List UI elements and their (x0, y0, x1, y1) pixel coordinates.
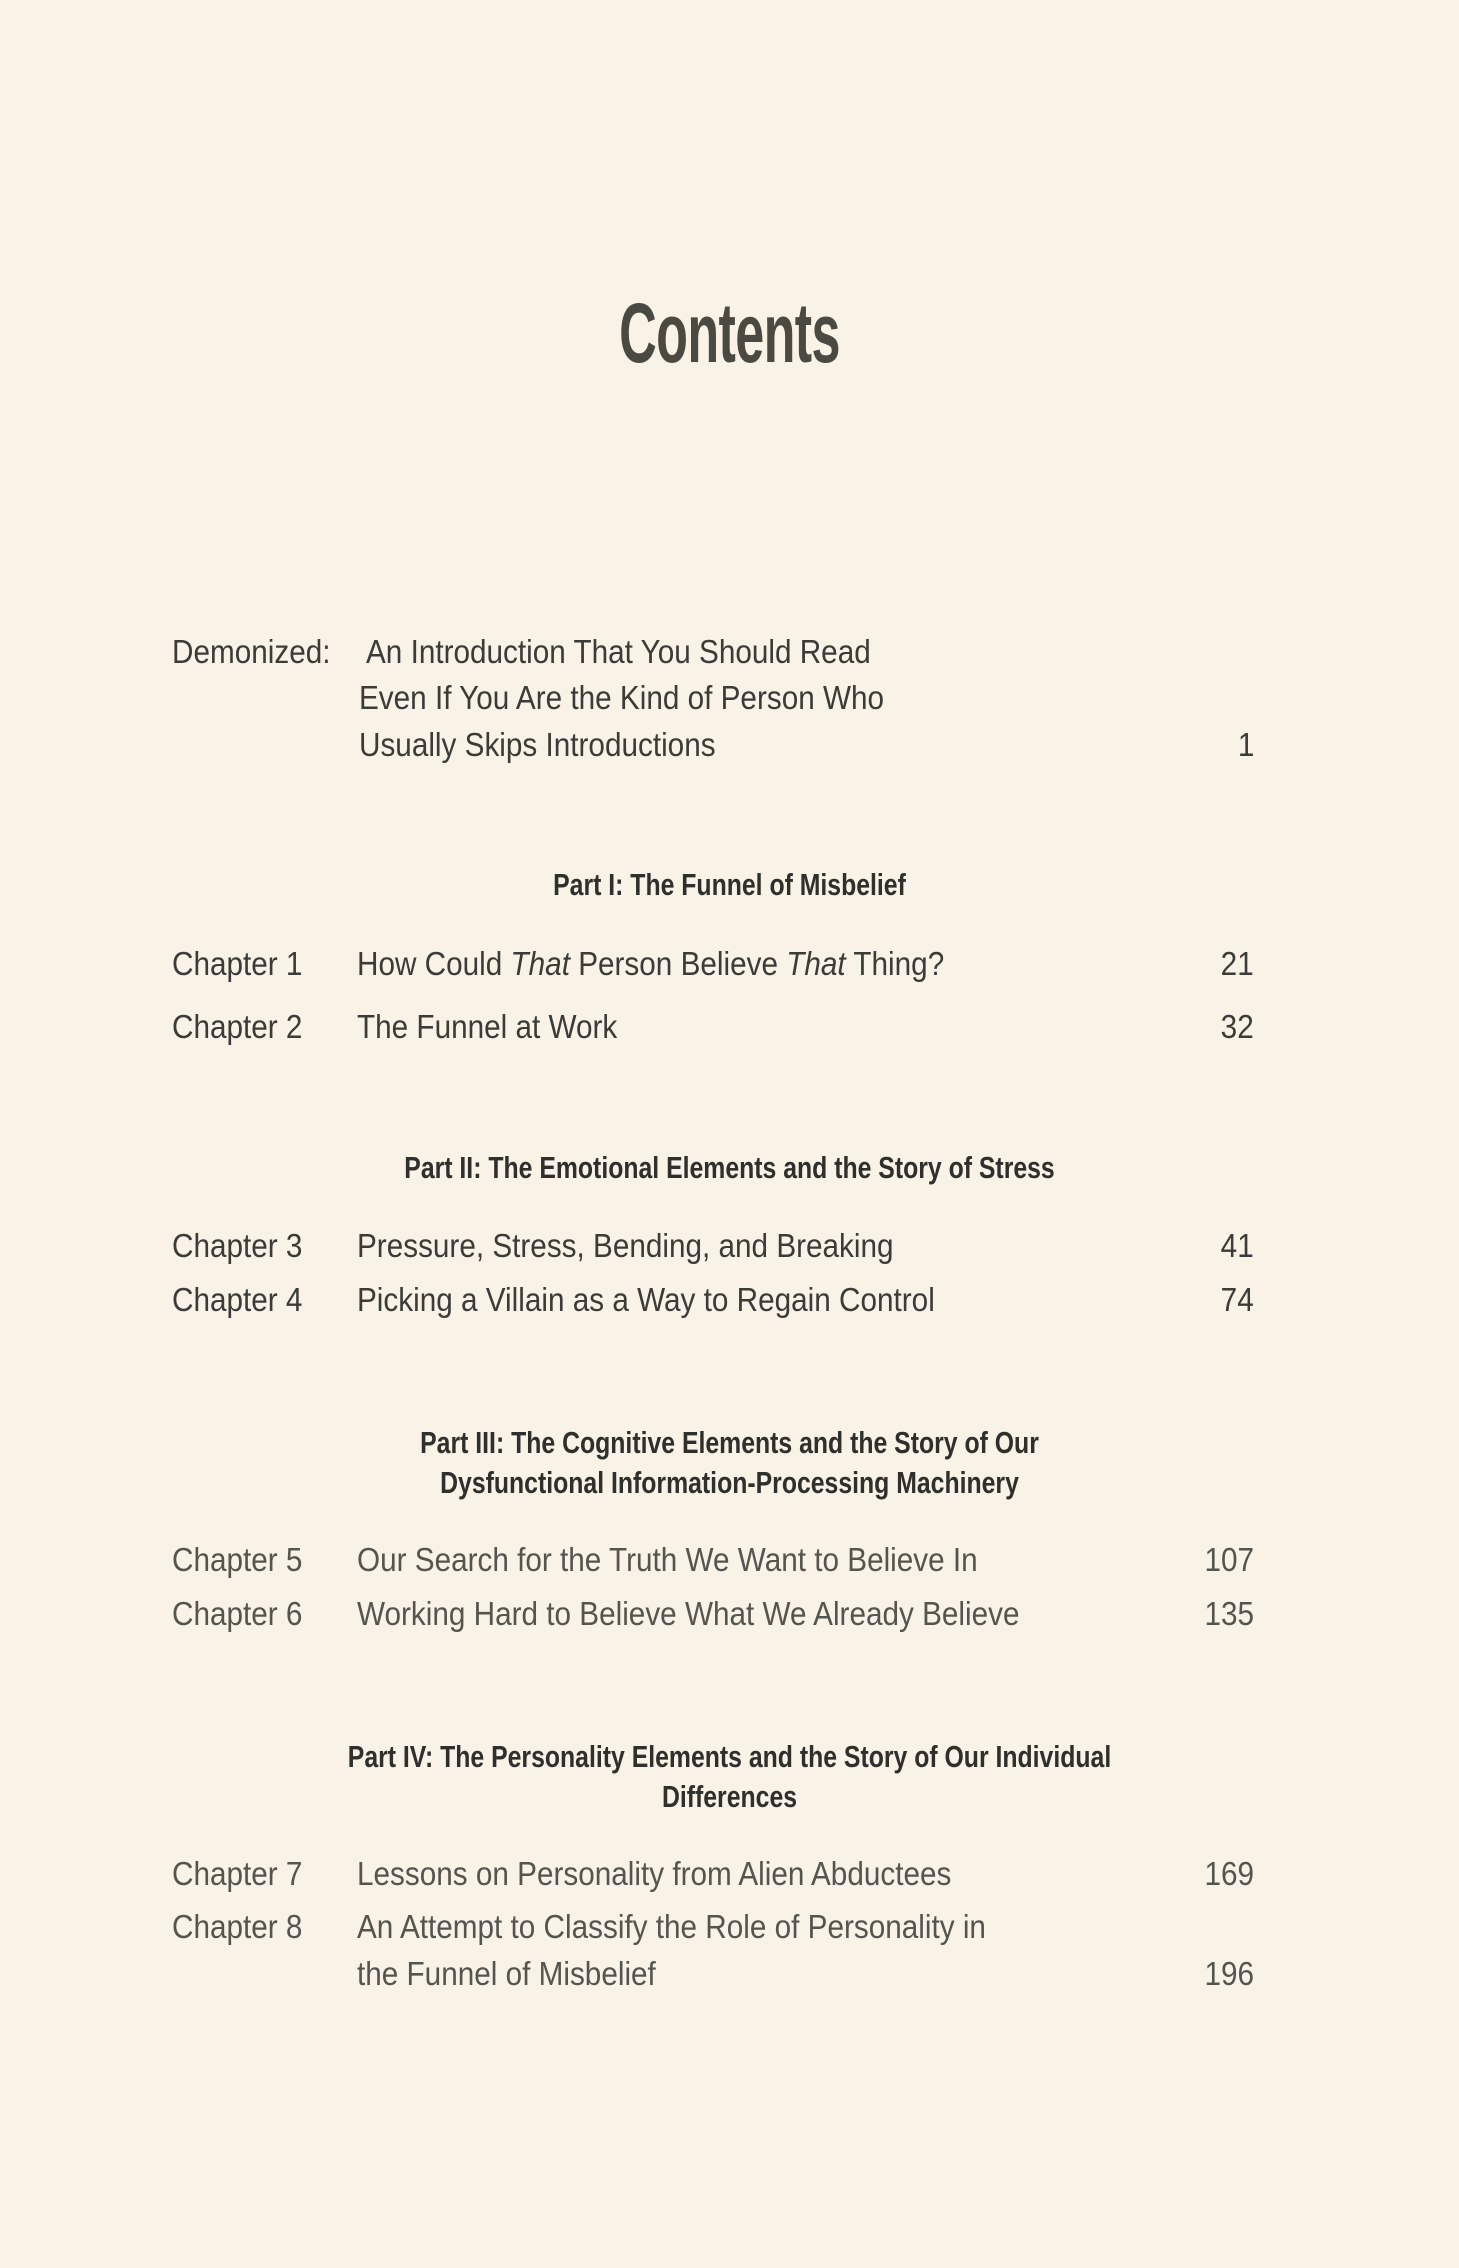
entry-title-line: Even If You Are the Kind of Person Who (359, 679, 885, 716)
toc-entry-chapter-5[interactable] (0, 1538, 1459, 1582)
page-number: 135 (1204, 1595, 1254, 1632)
chapter-label: Chapter 7 (172, 1855, 303, 1892)
toc-entry-intro-line-3 (0, 723, 1459, 767)
toc-entry-chapter-6[interactable] (0, 1592, 1459, 1636)
part-title-line: Differences (661, 1779, 798, 1814)
chapter-title: Lessons on Personality from Alien Abductees (357, 1855, 952, 1892)
chapter-label: Chapter 4 (172, 1281, 303, 1318)
toc-entry-chapter-2[interactable] (0, 1005, 1459, 1049)
toc-entry-chapter-1[interactable] (0, 942, 1459, 986)
toc-entry-chapter-4[interactable] (0, 1278, 1459, 1322)
page-number: 41 (1220, 1227, 1254, 1264)
toc-entry-chapter-7[interactable] (0, 1852, 1459, 1896)
page-number: 169 (1204, 1855, 1254, 1892)
entry-label: Demonized: (172, 633, 331, 670)
chapter-title: Picking a Villain as a Way to Regain Control (357, 1281, 935, 1318)
chapter-title: Our Search for the Truth We Want to Believe In (357, 1541, 978, 1578)
toc-entry-intro-line-2 (0, 676, 1459, 720)
title-part: Person Believe (569, 945, 787, 982)
part-title-line: Dysfunctional Information-Processing Machinery (440, 1465, 1019, 1500)
page-number: 21 (1220, 945, 1254, 982)
part-heading (0, 865, 1459, 905)
chapter-title: Working Hard to Believe What We Already Believe (357, 1595, 1020, 1632)
title-part: How Could (357, 945, 511, 982)
entry-title-line: An Introduction That You Should Read (366, 633, 871, 670)
part-heading (0, 1148, 1459, 1188)
part-title-line: Part IV: The Personality Elements and the Story of Our Individual (347, 1739, 1112, 1774)
toc-entry-chapter-8[interactable] (0, 1905, 1459, 1949)
chapter-title-line: the Funnel of Misbelief (357, 1955, 656, 1992)
page-number: 1 (1237, 726, 1254, 763)
part-title-line: Part II: The Emotional Elements and the Story of Stress (404, 1150, 1055, 1185)
chapter-label: Chapter 1 (172, 945, 303, 982)
toc-entry-chapter-8-line-2 (0, 1952, 1459, 1996)
part-heading (0, 1423, 1459, 1503)
part-title-line: Part I: The Funnel of Misbelief (553, 867, 906, 902)
title-part: Thing? (845, 945, 945, 982)
chapter-label: Chapter 3 (172, 1227, 303, 1264)
entry-title-line: Usually Skips Introductions (359, 726, 716, 763)
title-emphasis: That (786, 945, 846, 982)
chapter-title-line: An Attempt to Classify the Role of Personality in (357, 1908, 986, 1945)
chapter-title: The Funnel at Work (357, 1008, 618, 1045)
toc-entry-intro[interactable] (0, 630, 1459, 674)
chapter-title (357, 942, 944, 986)
chapter-label: Chapter 8 (172, 1908, 303, 1945)
chapter-label: Chapter 5 (172, 1541, 303, 1578)
page-title: Contents (619, 286, 840, 380)
toc-entry-chapter-3[interactable] (0, 1224, 1459, 1268)
page-number: 107 (1204, 1541, 1254, 1578)
title-emphasis: That (510, 945, 570, 982)
part-title-line: Part III: The Cognitive Elements and the Story of Our (420, 1425, 1039, 1460)
part-heading (0, 1737, 1459, 1817)
page-number: 196 (1204, 1955, 1254, 1992)
chapter-title: Pressure, Stress, Bending, and Breaking (357, 1227, 894, 1264)
page-number: 74 (1220, 1281, 1254, 1318)
page-number: 32 (1220, 1008, 1254, 1045)
chapter-label: Chapter 2 (172, 1008, 303, 1045)
chapter-label: Chapter 6 (172, 1595, 303, 1632)
